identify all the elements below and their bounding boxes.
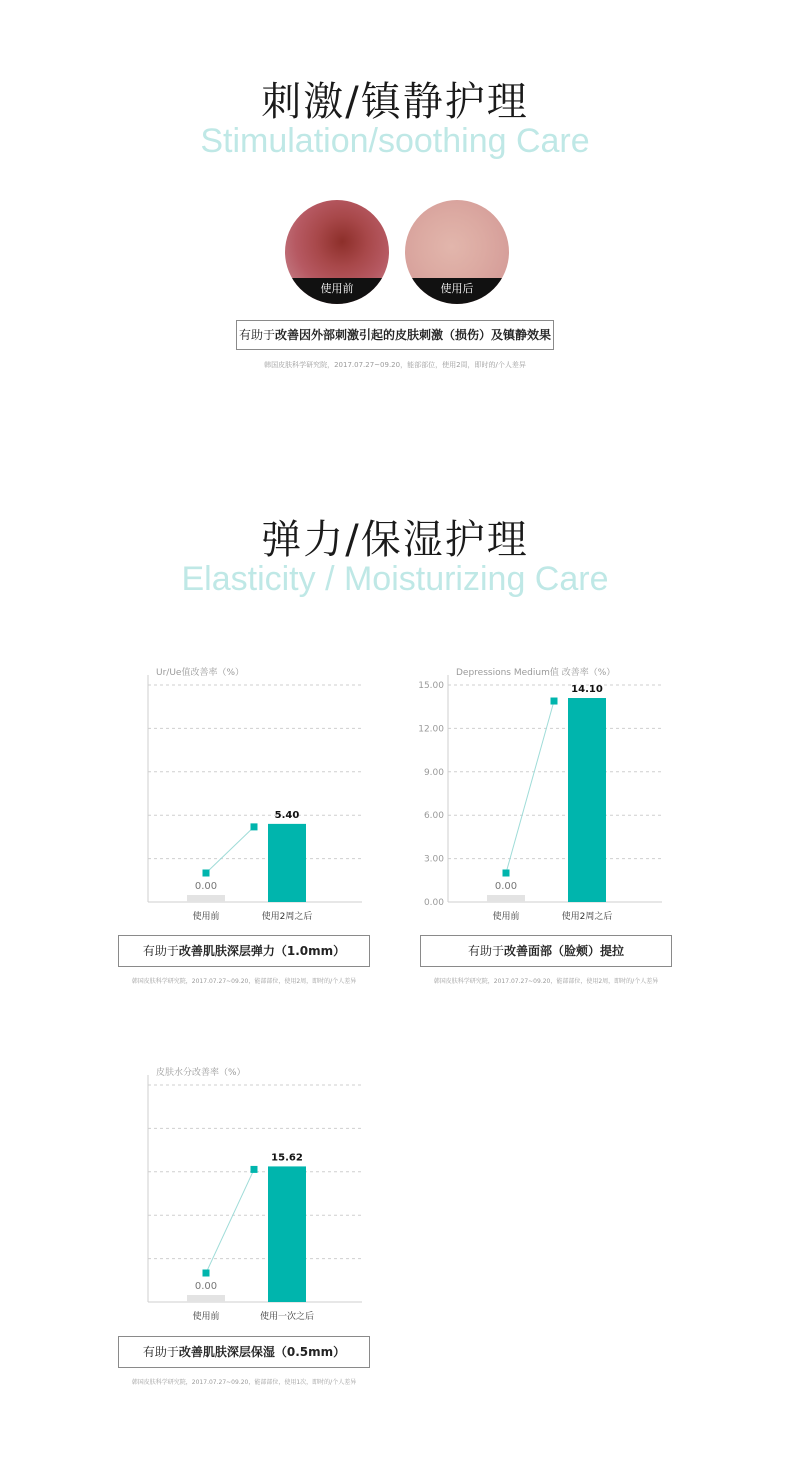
category-label: 使用2周之后	[261, 912, 313, 922]
chart2-caption	[420, 935, 672, 967]
y-tick-label: 3.00	[423, 854, 444, 865]
value-label-after: 15.62	[271, 1152, 303, 1164]
chart-title: Ur/Ue值改善率（%）	[156, 668, 244, 678]
after-label: 使用后	[405, 278, 509, 304]
value-label-after: 14.10	[571, 684, 603, 696]
section1-caption	[236, 320, 554, 350]
y-tick-label: 12.00	[418, 724, 444, 735]
section2-title-cn: 弹力/保湿护理	[261, 517, 529, 563]
category-label: 使用前	[192, 1312, 220, 1322]
y-tick-label: 9.00	[423, 767, 444, 778]
bar-after	[268, 824, 306, 902]
section1-source: 韩国皮肤科学研究院，2017.07.27~09.20，能部部位，使用2周，即时的/个人差异	[264, 361, 526, 369]
y-tick-label: 6.00	[423, 811, 444, 822]
bar-before	[487, 895, 525, 902]
value-label-before: 0.00	[194, 1281, 218, 1292]
trend-marker-after	[251, 1166, 258, 1173]
section1-title-en: Stimulation/soothing Care	[200, 122, 590, 160]
section1-caption-plain: 有助于	[238, 328, 275, 342]
before-label: 使用前	[285, 278, 389, 304]
chart1-caption-plain: 有助于	[142, 944, 179, 958]
bar-after	[568, 698, 606, 902]
section1-caption-bold: 改善因外部刺激引起的皮肤刺激（损伤）及镇静效果	[275, 328, 552, 342]
trend-line	[206, 827, 254, 873]
section1-title-cn: 刺激/镇静护理	[261, 79, 529, 125]
value-label-before: 0.00	[494, 881, 518, 892]
chart1-caption-bold: 改善肌肤深层弹力（1.0mm）	[178, 944, 346, 958]
chart2-source: 韩国皮肤科学研究院，2017.07.27~09.20，能部部位，使用2周，即时的/个人差异	[433, 978, 659, 985]
chart3-source: 韩国皮肤科学研究院，2017.07.27~09.20，能部部位，使用1次，即时的/个人差异	[131, 1379, 357, 1386]
chart3-caption	[118, 1336, 370, 1368]
category-label: 使用2周之后	[561, 912, 613, 922]
bar-before	[187, 1295, 225, 1302]
chart2-caption-bold: 改善面部（脸颊）提拉	[504, 944, 625, 958]
chart2-caption-plain: 有助于	[467, 944, 504, 958]
chart-moisture	[140, 1060, 380, 1330]
category-label: 使用前	[492, 912, 520, 922]
category-label: 使用前	[192, 912, 220, 922]
trend-marker-before	[203, 870, 210, 877]
bar-after	[268, 1166, 306, 1302]
chart1-caption	[118, 935, 370, 967]
chart-depressions	[410, 660, 680, 930]
before-skin-photo	[285, 200, 389, 304]
y-tick-label: 0.00	[423, 898, 444, 908]
after-skin-photo	[405, 200, 509, 304]
trend-marker-after	[251, 823, 258, 830]
trend-marker-before	[203, 1270, 210, 1277]
chart1-source: 韩国皮肤科学研究院，2017.07.27~09.20，能部部位，使用2周，即时的/个人差异	[131, 978, 357, 985]
section2-title-en: Elasticity / Moisturizing Care	[181, 560, 609, 598]
chart-title: Depressions Medium值 改善率（%）	[456, 668, 616, 678]
trend-marker-before	[503, 870, 510, 877]
value-label-after: 5.40	[274, 809, 300, 821]
trend-line	[506, 701, 554, 873]
bar-before	[187, 895, 225, 902]
trend-line	[206, 1169, 254, 1273]
chart3-caption-bold: 改善肌肤深层保湿（0.5mm）	[178, 1345, 346, 1359]
trend-marker-after	[551, 698, 558, 705]
chart-elasticity	[140, 660, 380, 930]
chart-title: 皮肤水分改善率（%）	[156, 1068, 246, 1078]
y-tick-label: 15.00	[418, 681, 444, 691]
chart3-caption-plain: 有助于	[142, 1345, 179, 1359]
value-label-before: 0.00	[194, 881, 218, 892]
category-label: 使用一次之后	[259, 1312, 315, 1322]
